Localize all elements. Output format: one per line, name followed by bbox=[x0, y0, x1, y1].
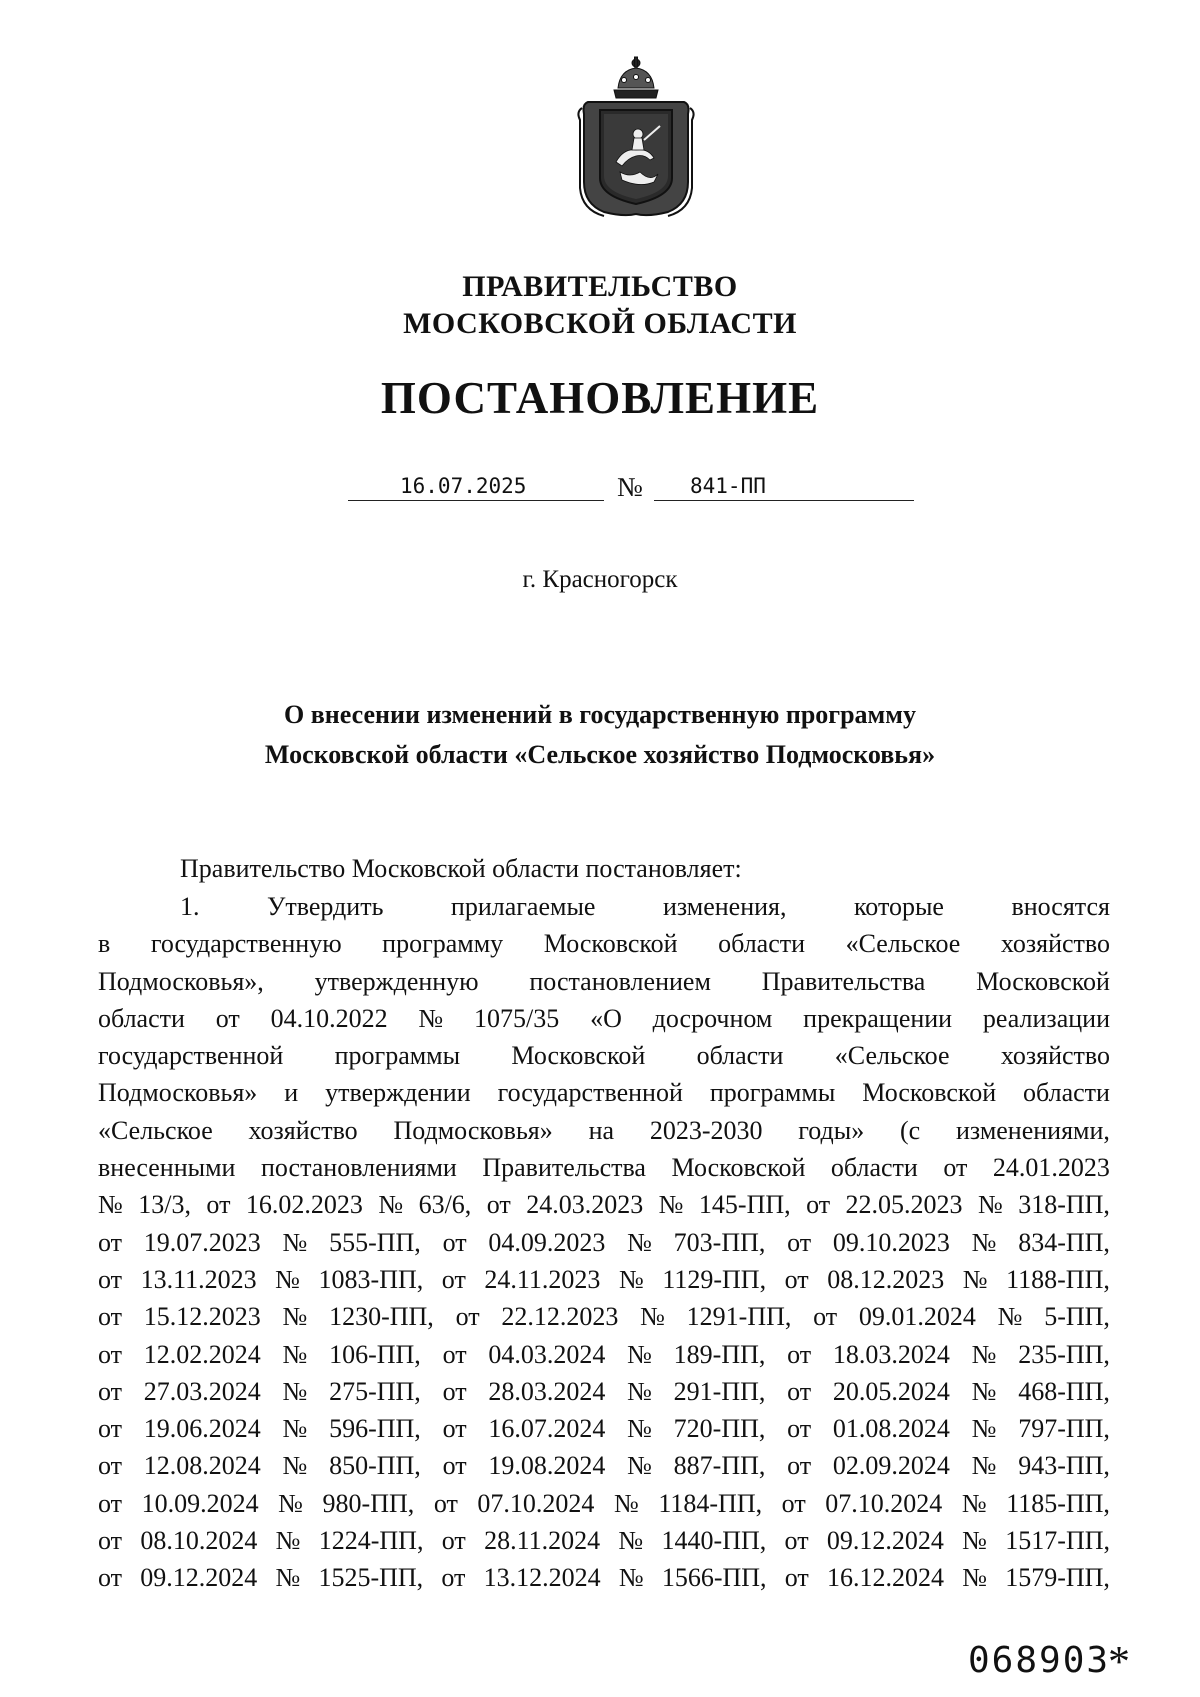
body-word: Подмосковья», bbox=[98, 966, 264, 996]
body-word: № bbox=[627, 1376, 652, 1406]
body-word: 63/6, bbox=[418, 1190, 472, 1220]
body-word: в bbox=[98, 929, 111, 959]
body-word: которые bbox=[853, 892, 944, 921]
serial-number: 068903 bbox=[968, 1640, 1111, 1681]
body-word: 22.12.2023 bbox=[501, 1302, 619, 1332]
body-line bbox=[98, 1000, 1110, 1037]
body-word: 1230-ПП, bbox=[329, 1302, 434, 1332]
body-word: № bbox=[962, 1563, 987, 1593]
body-word: от bbox=[441, 1264, 466, 1294]
body-paragraph bbox=[98, 888, 1110, 1597]
subject-line1: О внесении изменений в государственную программу bbox=[284, 700, 916, 729]
body-word: 09.01.2024 bbox=[858, 1302, 976, 1332]
body-word: № bbox=[282, 1376, 308, 1406]
body-word: от bbox=[787, 1339, 812, 1369]
body-word: от bbox=[433, 1488, 458, 1518]
body-word: 18.03.2024 bbox=[832, 1339, 950, 1369]
body-word: 189-ПП, bbox=[673, 1339, 766, 1369]
body-word: Правительства bbox=[482, 1153, 646, 1183]
body-word: 22.05.2023 bbox=[845, 1190, 963, 1220]
body-word: от bbox=[441, 1526, 466, 1556]
body-word: № bbox=[971, 1451, 997, 1481]
body-word: 09.12.2024 bbox=[140, 1563, 258, 1593]
body-word: 1440-ПП, bbox=[661, 1526, 767, 1556]
body-word: № bbox=[282, 1339, 308, 1369]
body-word: от bbox=[206, 1190, 231, 1220]
organization-name-line2: МОСКОВСКОЙ ОБЛАСТИ bbox=[403, 307, 797, 340]
subject-line2: Московской области «Сельское хозяйство Подмосковья» bbox=[264, 740, 936, 769]
body-word: Московской bbox=[511, 1041, 646, 1071]
intro-paragraph: Правительство Московской области постановляет: bbox=[180, 854, 742, 883]
body-word: от bbox=[441, 1563, 466, 1593]
body-word: 2023-2030 bbox=[649, 1115, 763, 1145]
body-word: 1579-ПП, bbox=[1005, 1563, 1110, 1593]
body-word: 1075/35 bbox=[474, 1003, 560, 1033]
body-word: № bbox=[618, 1526, 644, 1556]
registration-line bbox=[0, 468, 1200, 508]
body-word: № bbox=[378, 1190, 404, 1220]
body-word: от bbox=[98, 1339, 123, 1369]
body-word: «Сельское bbox=[845, 929, 961, 959]
body-word: 04.10.2022 bbox=[270, 1003, 388, 1033]
body-word: № bbox=[977, 1190, 1003, 1220]
body-word: 20.05.2024 bbox=[832, 1376, 950, 1406]
body-word: № bbox=[640, 1302, 665, 1332]
body-line bbox=[98, 963, 1110, 1000]
body-word: программы bbox=[334, 1041, 461, 1071]
body-word: № bbox=[282, 1414, 308, 1444]
body-word: Подмосковья» bbox=[393, 1115, 553, 1145]
body-word: 12.02.2024 bbox=[143, 1339, 261, 1369]
body-word: № bbox=[627, 1414, 652, 1444]
coat-of-arms-icon bbox=[574, 54, 699, 219]
body-word: 07.10.2024 bbox=[477, 1488, 595, 1518]
body-line bbox=[98, 888, 1110, 925]
body-word: хозяйство bbox=[1000, 1041, 1110, 1071]
body-word: 145-ПП, bbox=[698, 1190, 791, 1220]
body-word: годы» bbox=[798, 1115, 865, 1145]
body-word: 596-ПП, bbox=[329, 1414, 421, 1444]
body-word: постановлениями bbox=[260, 1153, 457, 1183]
body-word: на bbox=[588, 1115, 615, 1145]
body-word: № bbox=[275, 1526, 301, 1556]
body-line bbox=[98, 1112, 1110, 1149]
body-word: области bbox=[1023, 1078, 1110, 1108]
body-word: «Сельское bbox=[834, 1041, 950, 1071]
body-word: 08.12.2023 bbox=[827, 1264, 945, 1294]
body-word: от bbox=[98, 1526, 123, 1556]
body-word: № bbox=[282, 1227, 308, 1257]
body-word: № bbox=[613, 1488, 639, 1518]
body-word: 13.11.2023 bbox=[140, 1264, 257, 1294]
body-word: от bbox=[98, 1227, 123, 1257]
body-word: от bbox=[784, 1264, 809, 1294]
body-word: 943-ПП, bbox=[1018, 1451, 1110, 1481]
body-word: утвержденную bbox=[314, 966, 479, 996]
body-word: области bbox=[696, 1041, 784, 1071]
body-word: от bbox=[98, 1376, 123, 1406]
body-word: № bbox=[627, 1339, 652, 1369]
body-word: области bbox=[98, 1003, 185, 1033]
body-word: от bbox=[215, 1003, 240, 1033]
body-word: 08.10.2024 bbox=[140, 1526, 258, 1556]
body-word: 275-ПП, bbox=[329, 1376, 421, 1406]
body-word: Подмосковья» bbox=[98, 1078, 258, 1108]
body-word: государственную bbox=[150, 929, 342, 959]
body-line bbox=[98, 1373, 1110, 1410]
body-word: № bbox=[962, 1526, 987, 1556]
body-word: 24.11.2023 bbox=[484, 1264, 601, 1294]
body-word: государственной bbox=[98, 1041, 284, 1071]
body-word: от bbox=[98, 1488, 123, 1518]
body-word: № bbox=[971, 1339, 997, 1369]
body-word: 850-ПП, bbox=[329, 1451, 421, 1481]
body-word: 07.10.2024 bbox=[825, 1488, 943, 1518]
body-word: от bbox=[787, 1414, 812, 1444]
body-word: 1188-ПП, bbox=[1006, 1264, 1110, 1294]
body-word: № bbox=[627, 1227, 652, 1257]
body-word: 15.12.2023 bbox=[143, 1302, 261, 1332]
body-word: от bbox=[98, 1451, 123, 1481]
body-word: изменения, bbox=[662, 892, 787, 921]
body-word: от bbox=[781, 1488, 806, 1518]
body-word: № bbox=[418, 1003, 444, 1033]
body-word: 19.07.2023 bbox=[143, 1227, 261, 1257]
body-word: 1517-ПП, bbox=[1005, 1526, 1110, 1556]
body-word: № bbox=[658, 1190, 684, 1220]
body-word: № bbox=[275, 1264, 300, 1294]
body-word: от bbox=[787, 1376, 812, 1406]
body-word: внесенными bbox=[98, 1153, 236, 1183]
body-word: от bbox=[943, 1153, 968, 1183]
body-word: № bbox=[98, 1190, 123, 1220]
body-word: 980-ПП, bbox=[322, 1488, 415, 1518]
body-word: от bbox=[813, 1302, 838, 1332]
place-of-issue: г. Красногорск bbox=[522, 566, 678, 593]
body-word: 24.01.2023 bbox=[992, 1153, 1110, 1183]
body-word: от bbox=[784, 1563, 809, 1593]
body-word: 1291-ПП, bbox=[686, 1302, 792, 1332]
body-word: 318-ПП, bbox=[1018, 1190, 1110, 1220]
body-line bbox=[98, 925, 1110, 962]
body-word: реализации bbox=[982, 1003, 1110, 1033]
body-word: 703-ПП, bbox=[673, 1227, 766, 1257]
body-word: 887-ПП, bbox=[673, 1451, 766, 1481]
body-word: 1. bbox=[180, 892, 200, 921]
body-word: № bbox=[971, 1376, 997, 1406]
body-word: области bbox=[830, 1153, 918, 1183]
body-line bbox=[98, 1261, 1110, 1298]
body-word: 19.06.2024 bbox=[143, 1414, 261, 1444]
body-word: № bbox=[618, 1264, 644, 1294]
body-line bbox=[98, 1186, 1110, 1223]
body-word: 02.09.2024 bbox=[832, 1451, 950, 1481]
body-word: 27.03.2024 bbox=[143, 1376, 261, 1406]
body-word: досрочном bbox=[652, 1003, 773, 1033]
body-word: № bbox=[282, 1302, 308, 1332]
body-word: № bbox=[627, 1451, 652, 1481]
body-word: № bbox=[278, 1488, 303, 1518]
body-word: 1224-ПП, bbox=[318, 1526, 424, 1556]
body-line bbox=[98, 1522, 1110, 1559]
body-word: «Сельское bbox=[98, 1115, 213, 1145]
body-word: от bbox=[442, 1227, 467, 1257]
body-word: от bbox=[442, 1414, 467, 1444]
body-line bbox=[98, 1149, 1110, 1186]
body-word: 04.09.2023 bbox=[488, 1227, 606, 1257]
number-sign: № bbox=[617, 472, 643, 502]
body-word: 01.08.2024 bbox=[832, 1414, 950, 1444]
body-word: прекращении bbox=[803, 1003, 953, 1033]
body-word: от bbox=[442, 1339, 467, 1369]
body-word: 1185-ПП, bbox=[1006, 1488, 1110, 1518]
body-word: от bbox=[486, 1190, 511, 1220]
body-word: от bbox=[98, 1563, 123, 1593]
body-word: 12.08.2024 bbox=[143, 1451, 261, 1481]
body-word: 16.02.2023 bbox=[245, 1190, 363, 1220]
number-underline bbox=[654, 500, 914, 501]
body-word: 28.03.2024 bbox=[488, 1376, 606, 1406]
body-word: 834-ПП, bbox=[1018, 1227, 1110, 1257]
body-word: хозяйство bbox=[248, 1115, 358, 1145]
body-line bbox=[98, 1298, 1110, 1335]
body-word: 24.03.2023 bbox=[526, 1190, 644, 1220]
body-word: Московской bbox=[543, 929, 678, 959]
body-word: постановлением bbox=[529, 966, 711, 996]
body-word: от bbox=[98, 1302, 123, 1332]
body-word: 1184-ПП, bbox=[658, 1488, 763, 1518]
body-word: 468-ПП, bbox=[1018, 1376, 1110, 1406]
body-word: 16.07.2024 bbox=[488, 1414, 606, 1444]
body-word: прилагаемые bbox=[450, 892, 596, 921]
body-word: от bbox=[442, 1451, 467, 1481]
body-word: № bbox=[961, 1488, 987, 1518]
body-word: программу bbox=[382, 929, 504, 959]
body-word: 09.10.2023 bbox=[832, 1227, 950, 1257]
body-word: № bbox=[275, 1563, 301, 1593]
body-word: программы bbox=[709, 1078, 836, 1108]
body-word: 720-ПП, bbox=[673, 1414, 766, 1444]
body-word: и bbox=[284, 1078, 299, 1108]
body-word: № bbox=[618, 1563, 644, 1593]
body-word: Утвердить bbox=[266, 892, 384, 921]
body-word: 09.12.2024 bbox=[826, 1526, 944, 1556]
body-word: 10.09.2024 bbox=[141, 1488, 259, 1518]
asterisk-mark: * bbox=[1108, 1637, 1130, 1686]
body-word: № bbox=[971, 1227, 997, 1257]
body-word: 235-ПП, bbox=[1018, 1339, 1110, 1369]
body-word: 28.11.2024 bbox=[484, 1526, 601, 1556]
body-word: Правительства bbox=[761, 966, 926, 996]
organization-name-line1: ПРАВИТЕЛЬСТВО bbox=[462, 270, 738, 303]
body-word: от bbox=[455, 1302, 480, 1332]
body-word: 1083-ПП, bbox=[318, 1264, 424, 1294]
body-word: утверждении bbox=[325, 1078, 471, 1108]
body-word: от bbox=[98, 1414, 123, 1444]
body-word: вносятся bbox=[1011, 892, 1110, 921]
body-word: 1525-ПП, bbox=[318, 1563, 424, 1593]
document-date: 16.07.2025 bbox=[400, 474, 527, 498]
body-word: от bbox=[784, 1526, 809, 1556]
body-line bbox=[98, 1559, 1110, 1596]
body-line bbox=[98, 1074, 1110, 1111]
body-word: № bbox=[962, 1264, 988, 1294]
body-word: 1129-ПП, bbox=[662, 1264, 767, 1294]
body-word: 555-ПП, bbox=[329, 1227, 421, 1257]
body-word: 13/3, bbox=[138, 1190, 191, 1220]
body-word: от bbox=[806, 1190, 831, 1220]
body-word: (с bbox=[900, 1115, 921, 1145]
body-word: 797-ПП, bbox=[1018, 1414, 1110, 1444]
body-word: № bbox=[971, 1414, 997, 1444]
date-underline bbox=[348, 500, 604, 501]
body-word: государственной bbox=[497, 1078, 683, 1108]
body-word: Московской bbox=[862, 1078, 997, 1108]
body-word: области bbox=[718, 929, 806, 959]
body-word: Московской bbox=[671, 1153, 806, 1183]
body-word: 5-ПП, bbox=[1044, 1302, 1110, 1332]
body-word: от bbox=[787, 1227, 812, 1257]
body-word: 19.08.2024 bbox=[488, 1451, 606, 1481]
body-word: № bbox=[282, 1451, 308, 1481]
body-word: от bbox=[787, 1451, 812, 1481]
body-word: «О bbox=[590, 1003, 622, 1033]
body-word: хозяйство bbox=[1000, 929, 1110, 959]
document-number: 841-ПП bbox=[690, 474, 766, 498]
body-line bbox=[98, 1224, 1110, 1261]
document-type-title: ПОСТАНОВЛЕНИЕ bbox=[380, 373, 820, 423]
body-word: 106-ПП, bbox=[329, 1339, 421, 1369]
body-line bbox=[98, 1485, 1110, 1522]
body-word: 04.03.2024 bbox=[488, 1339, 606, 1369]
body-line bbox=[98, 1336, 1110, 1373]
body-word: 16.12.2024 bbox=[826, 1563, 944, 1593]
body-word: 291-ПП, bbox=[673, 1376, 766, 1406]
body-line bbox=[98, 1037, 1110, 1074]
body-word: 1566-ПП, bbox=[661, 1563, 767, 1593]
body-line bbox=[98, 1410, 1110, 1447]
body-word: 13.12.2024 bbox=[483, 1563, 601, 1593]
body-word: изменениями, bbox=[956, 1115, 1110, 1145]
body-word: Московской bbox=[976, 966, 1110, 996]
body-word: от bbox=[98, 1264, 123, 1294]
body-word: от bbox=[442, 1376, 467, 1406]
body-word: № bbox=[997, 1302, 1023, 1332]
body-line bbox=[98, 1447, 1110, 1484]
